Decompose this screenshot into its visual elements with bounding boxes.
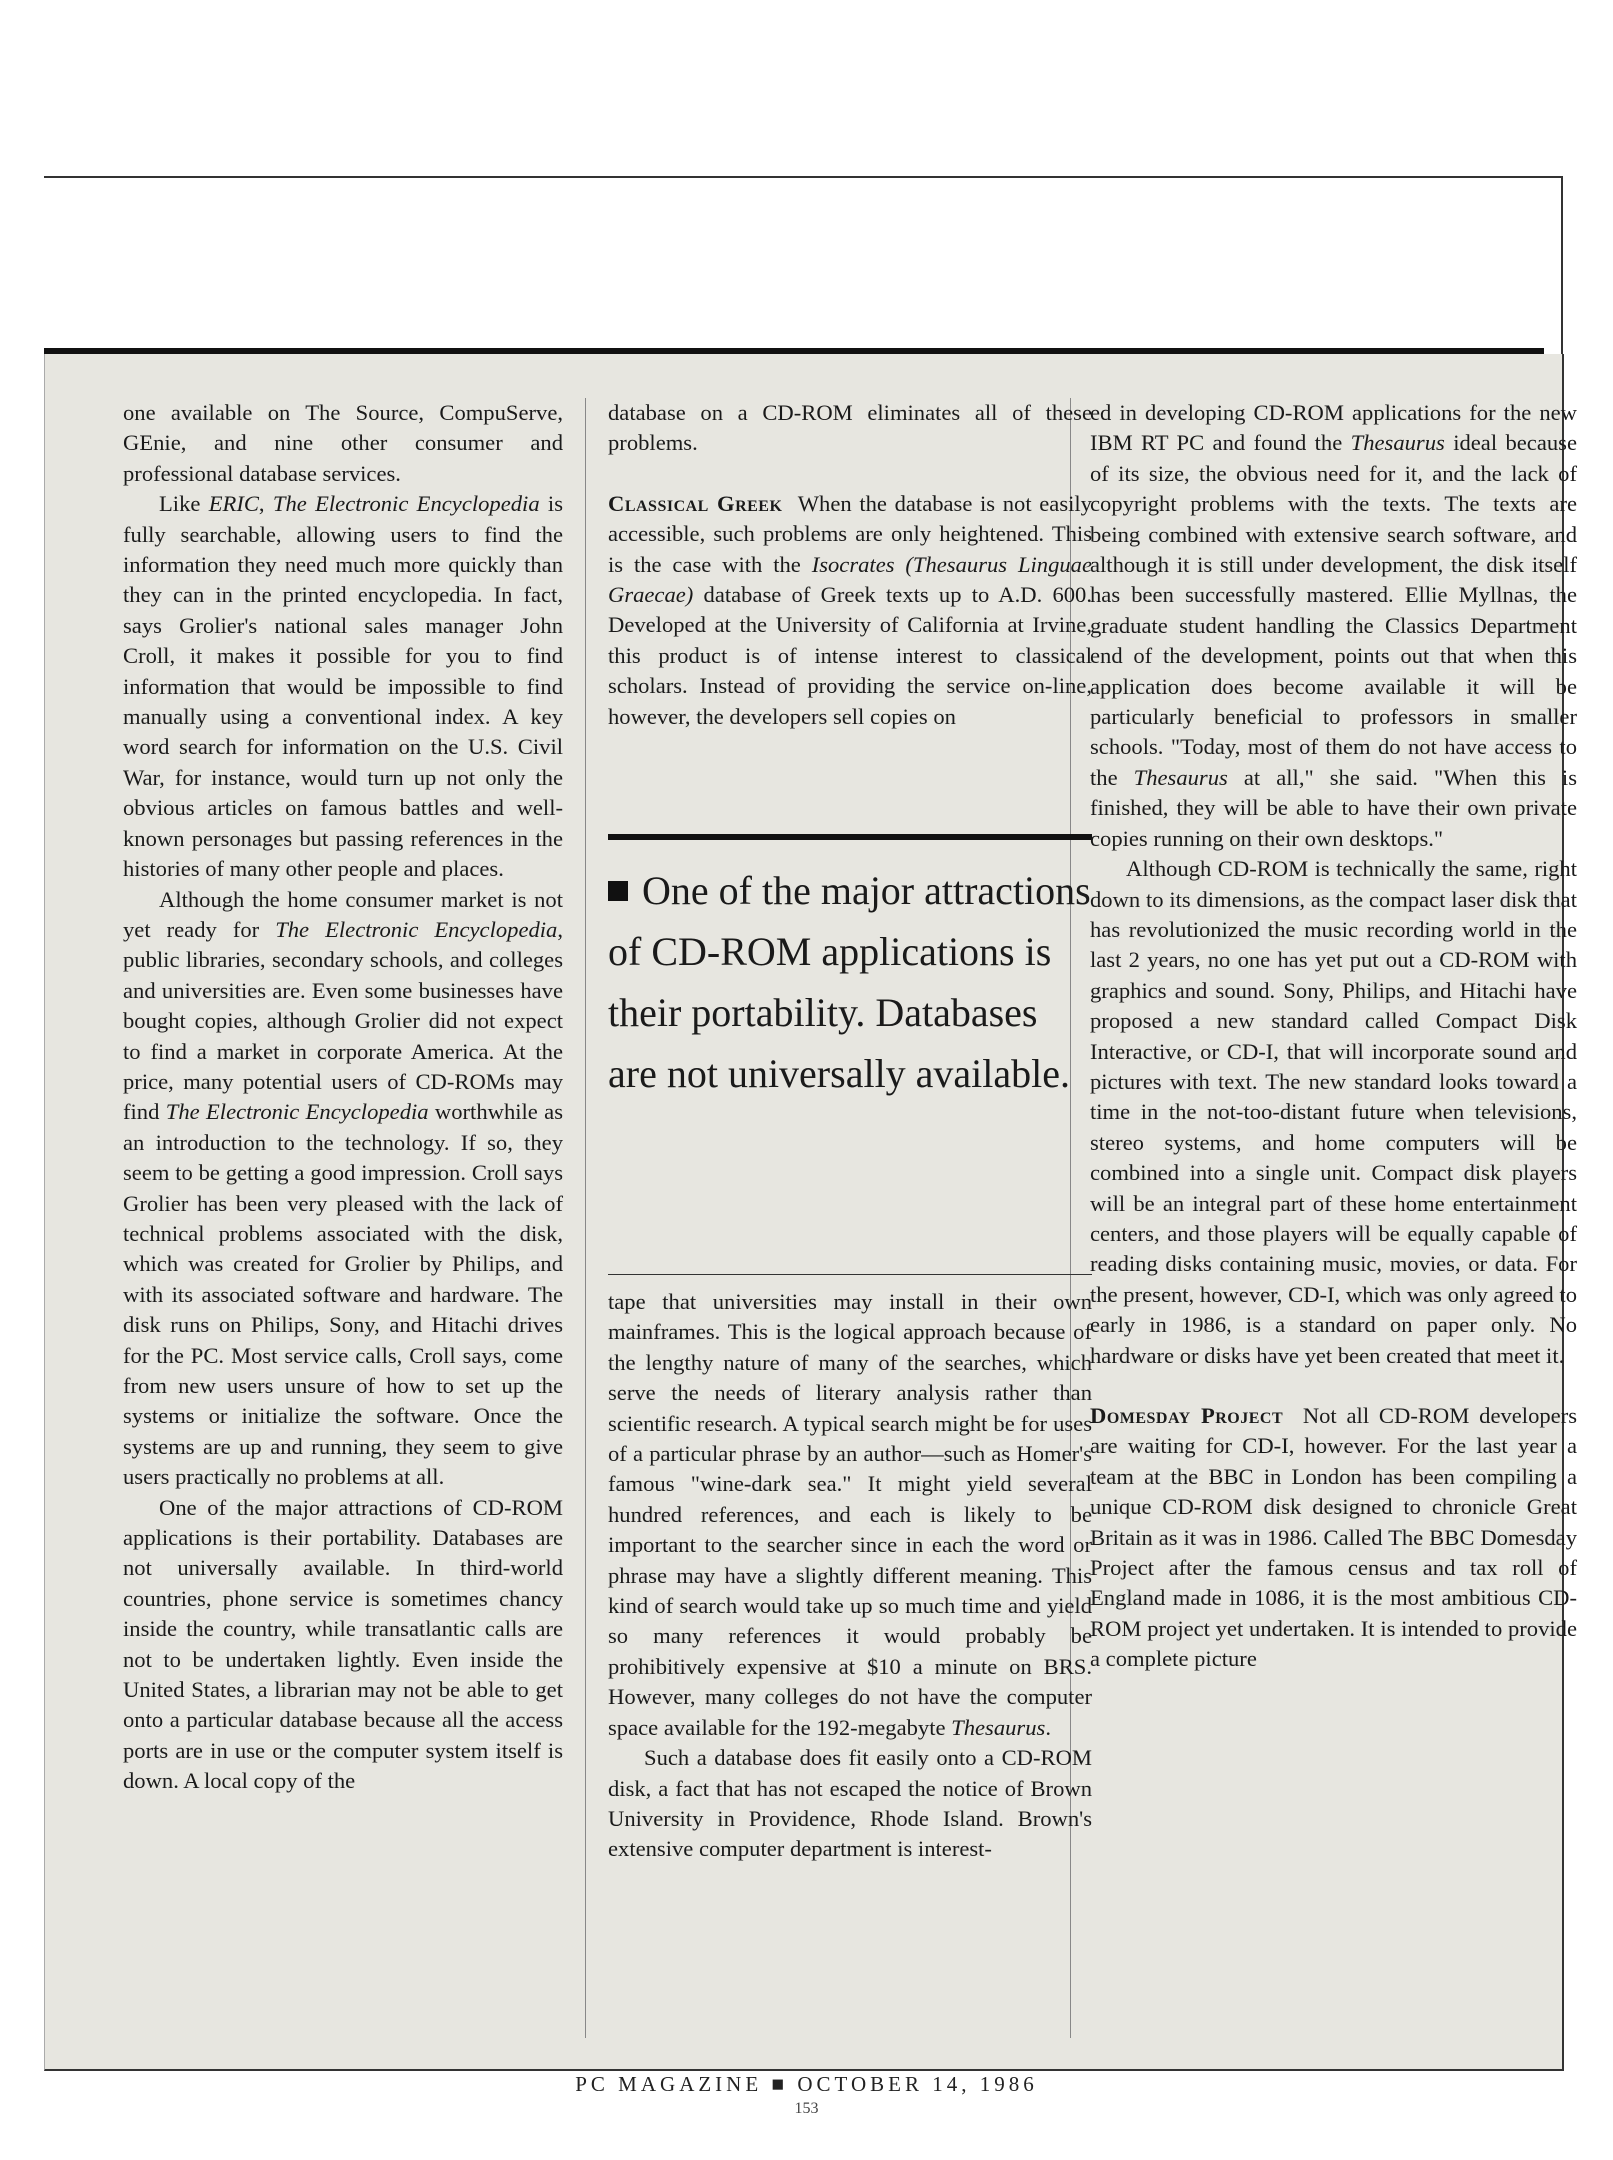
section-head-classical-greek: Classical Greek: [608, 490, 783, 516]
bullet-square-icon: [608, 881, 628, 901]
pull-quote-text: One of the major attractions of CD-ROM applications is their portability. Databases are not universally available.: [608, 868, 1091, 1096]
pull-quote-bottom-rule: [608, 1274, 1092, 1275]
column-2-bottom: [608, 1287, 1092, 1865]
col1-paragraph-4: One of the major attractions of CD-ROM applications is their portability. Databases are not universally available. In third-world countries, phone service is sometimes chancy inside the country, while transatlantic calls are not to be undertaken lightly. Even inside the United States, a librarian may not be able to get onto a particular database because all the access ports are in use or the computer system itself is down. A local copy of the: [123, 1494, 563, 1794]
column-1: [123, 398, 563, 1797]
col3-paragraph-3: Domesday Project Not all CD-ROM developers are waiting for CD-I, however. For the last year a team at the BBC in London has been compiling a unique CD-ROM disk designed to chronicle Great Britain as it was in 1986. Called The BBC Domesday Project after the famous census and tax roll of England made in 1086, it is the most ambitious CD-ROM project yet undertaken. It is intended to provide a complete picture: [1090, 1403, 1578, 1672]
column-divider-1: [585, 398, 586, 2038]
page-footer: PC MAGAZINE ■ OCTOBER 14, 1986: [575, 2072, 1038, 2096]
col3-paragraph-2: Although CD-ROM is technically the same, right down to its dimensions, as the compact laser disk that has revolutionized the music recording world in the last 2 years, no one has yet put out a CD-ROM with graphics and sound. Sony, Philips, and Hitachi have proposed a new standard called Compact Disk Interactive, or CD-I, that will incorporate sound and pictures with text. The new standard looks toward a time in the not-too-distant future when televisions, stereo systems, and home computers will be combined into a single unit. Compact disk players will be an integral part of these home entertainment centers, and those players will be equally capable of reading disks containing music, movies, or data. For the present, however, CD-I, which was only agreed to early in 1986, is a standard on paper only. No hardware or disks have yet been created that meet it.: [1090, 856, 1577, 1368]
header-frame: [44, 176, 1563, 356]
pull-quote: [608, 860, 1092, 1104]
article-panel: [44, 354, 1578, 2071]
column-3: [1090, 398, 1577, 1675]
column-2-top: [608, 398, 1092, 732]
col1-paragraph-3: Although the home consumer market is not yet ready for The Electronic Encyclopedia, public libraries, secondary schools, and colleges and universities are. Even some businesses have bought copies, although Grolier did not expect to find a market in corporate America. At the price, many potential users of CD-ROMs may find The Electronic Encyclopedia worthwhile as an introduction to the technology. If so, they seem to be getting a good impression. Croll says Grolier has been very pleased with the lack of technical problems associated with the disk, which was created for Grolier by Philips, and with its associated software and hardware. The disk runs on Philips, Sony, and Hitachi drives for the PC. Most service calls, Croll says, come from new users unsure of how to set up the systems or initialize the software. Once the systems are up and running, they seem to give users practically no problems at all.: [123, 886, 563, 1490]
pull-quote-top-rule: [608, 834, 1092, 840]
col2-paragraph-3: tape that universities may install in their own mainframes. This is the logical approach because of the lengthy nature of many of the searches, which serve the needs of literary analysis rather than scientific research. A typical search might be for uses of a particular phrase by an author—such as Homer's famous "wine-dark sea." It might yield several hundred references, and each is likely to be important to the searcher since in each the word or phrase may have a slightly different meaning. This kind of search would take up so much time and yield so many references it would probably be prohibitively expensive at $10 a minute on BRS. However, many colleges do not have the computer space available for the 192-megabyte Thesaurus.: [608, 1289, 1092, 1740]
col1-paragraph-1: one available on The Source, CompuServe, GEnie, and nine other consumer and professional database services.: [123, 400, 563, 486]
col2-paragraph-2: Classical Greek When the database is not easily accessible, such problems are only heightened. This is the case with the Isocrates (Thesaurus Linguae Graecae) database of Greek texts up to A.D. 600. Developed at the University of California at Irvine, this product is of intense interest to classical scholars. Instead of providing the service on-line, however, the developers sell copies on: [608, 490, 1093, 729]
section-head-domesday-project: Domesday Project: [1090, 1403, 1284, 1428]
col3-paragraph-1: ed in developing CD-ROM applications for the new IBM RT PC and found the Thesaurus ideal because of its size, the obvious need for it, and the lack of copyright problems with the texts. The texts are being combined with extensive search software, and although it is still under development, the disk itself has been successfully mastered. Ellie Myllnas, the graduate student handling the Classics Department end of the development, points out that when this application does become available it will be particularly beneficial to professors in smaller schools. "Today, most of them do not have access to the Thesaurus at all," she said. "When this is finished, they will be able to have their own private copies running on their own desktops.": [1090, 400, 1577, 851]
col2-paragraph-4: Such a database does fit easily onto a CD-ROM disk, a fact that has not escaped the notice of Brown University in Providence, Rhode Island. Brown's extensive computer department is interest-: [608, 1745, 1092, 1862]
col1-paragraph-2: Like ERIC, The Electronic Encyclopedia is fully searchable, allowing users to find the information they need much more quickly than they can in the printed encyclopedia. In fact, says Grolier's national sales manager John Croll, it makes it possible for you to find information that would be impossible to find manually using a conventional index. A key word search for information on the U.S. Civil War, for instance, would turn up not only the obvious articles on famous battles and well-known personages but passing references in the histories of many other people and places.: [123, 491, 564, 882]
page-number: 153: [794, 2100, 819, 2117]
col2-paragraph-1: database on a CD-ROM eliminates all of these problems.: [608, 400, 1092, 456]
